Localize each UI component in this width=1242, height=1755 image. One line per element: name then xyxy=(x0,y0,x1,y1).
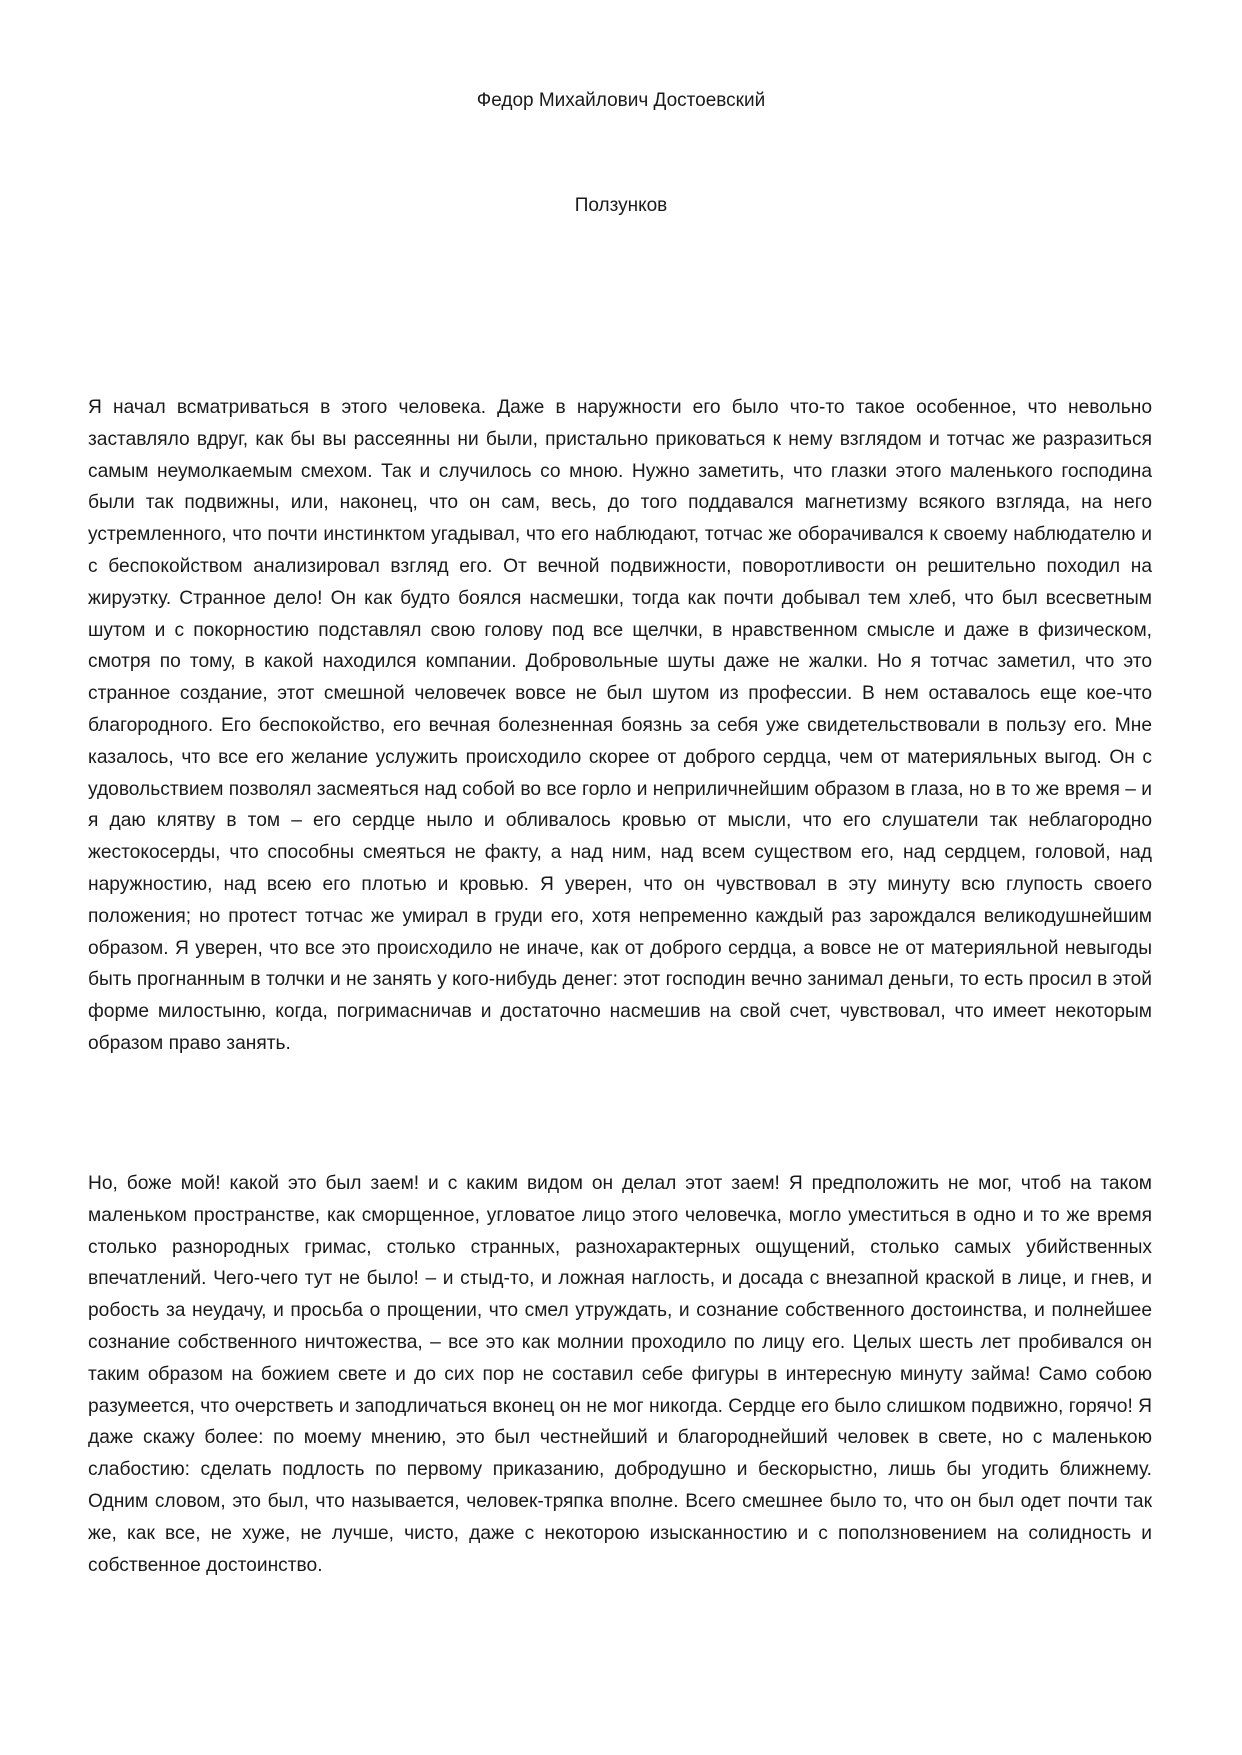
paragraph-2: Но, боже мой! какой это был заем! и с каким видом он делал этот заем! Я предположить не мог, чтоб на таком маленьком пространстве, как сморщенное, угловатое лицо этого человечка, могло уместиться в одно и то же время столько разнородных гримас, столько странных, разнохарактерных ощущений, столько самых убийственных впечатлений. Чего-чего тут не было! – и стыд-то, и ложная наглость, и досада с внезапной краской в лице, и гнев, и робость за неудачу, и просьба о прощении, что смел утруждать, и сознание собственного достоинства, и полнейшее сознание собственного ничтожества, – все это как молнии проходило по лицу его. Целых шесть лет пробивался он таким образом на божием свете и до сих пор не составил себе фигуры в интересную минуту займа! Само собою разумеется, что очерстветь и заподличаться вконец он не мог никогда. Сердце его было слишком подвижно, горячо! Я даже скажу более: по моему мнению, это был честнейший и благороднейший человек в свете, но с маленькою слабостию: сделать подлость по первому приказанию, добродушно и бескорыстно, лишь бы угодить ближнему. Одним словом, это был, что называется, человек-тряпка вполне. Всего смешнее было то, что он был одет почти так же, как все, не хуже, не лучше, чисто, даже с некоторою изысканностию и с поползновением на солидность и собственное достоинство. xyxy=(88,1173,1152,1576)
author-name: Федор Михайлович Достоевский xyxy=(476,90,766,111)
story-title: Ползунков xyxy=(574,195,668,216)
paragraph-1: Я начал всматриваться в этого человека. Даже в наружности его было что-то такое особенное, что невольно заставляло вдруг, как бы вы рассеянны ни были, пристально приковаться к нему взглядом и тотчас же разразиться самым неумолкаемым смехом. Так и случилось со мною. Нужно заметить, что глазки этого маленького господина были так подвижны, или, наконец, что он сам, весь, до того поддавался магнетизму всякого взгляда, на него устремленного, что почти инстинктом угадывал, что его наблюдают, тотчас же оборачивался к своему наблюдателю и с беспокойством анализировал взгляд его. От вечной подвижности, поворотливости он решительно походил на жируэтку. Странное дело! Он как будто боялся насмешки, тогда как почти добывал тем хлеб, что был всесветным шутом и с покорностию подставлял свою голову под все щелчки, в нравственном смысле и даже в физическом, смотря по тому, в какой находился компании. Добровольные шуты даже не жалки. Но я тотчас заметил, что это странное создание, этот смешной человечек вовсе не был шутом из профессии. В нем оставалось еще кое-что благородного. Его беспокойство, его вечная болезненная боязнь за себя уже свидетельствовали в пользу его. Мне казалось, что все его желание услужить происходило скорее от доброго сердца, чем от материяльных выгод. Он с удовольствием позволял засмеяться над собой во все горло и неприличнейшим образом в глаза, но в то же время – и я даю клятву в том – его сердце ныло и обливалось кровью от мысли, что его слушатели так неблагородно жестокосерды, что способны смеяться не факту, а над ним, над всем существом его, над сердцем, головой, над наружностию, над всею его плотью и кровью. Я уверен, что он чувствовал в эту минуту всю глупость своего положения; но протест тотчас же умирал в груди его, хотя непременно каждый раз зарождался великодушнейшим образом. Я уверен, что все это происходило не иначе, как от доброго сердца, а вовсе не от материяльной невыгоды быть прогнанным в толчки и не занять у кого-нибудь денег: этот господин вечно занимал деньги, то есть просил в этой форме милостыню, когда, погримасничав и достаточно насмешив на свой счет, чувствовал, что имеет некоторым образом право занять. xyxy=(88,397,1152,1054)
